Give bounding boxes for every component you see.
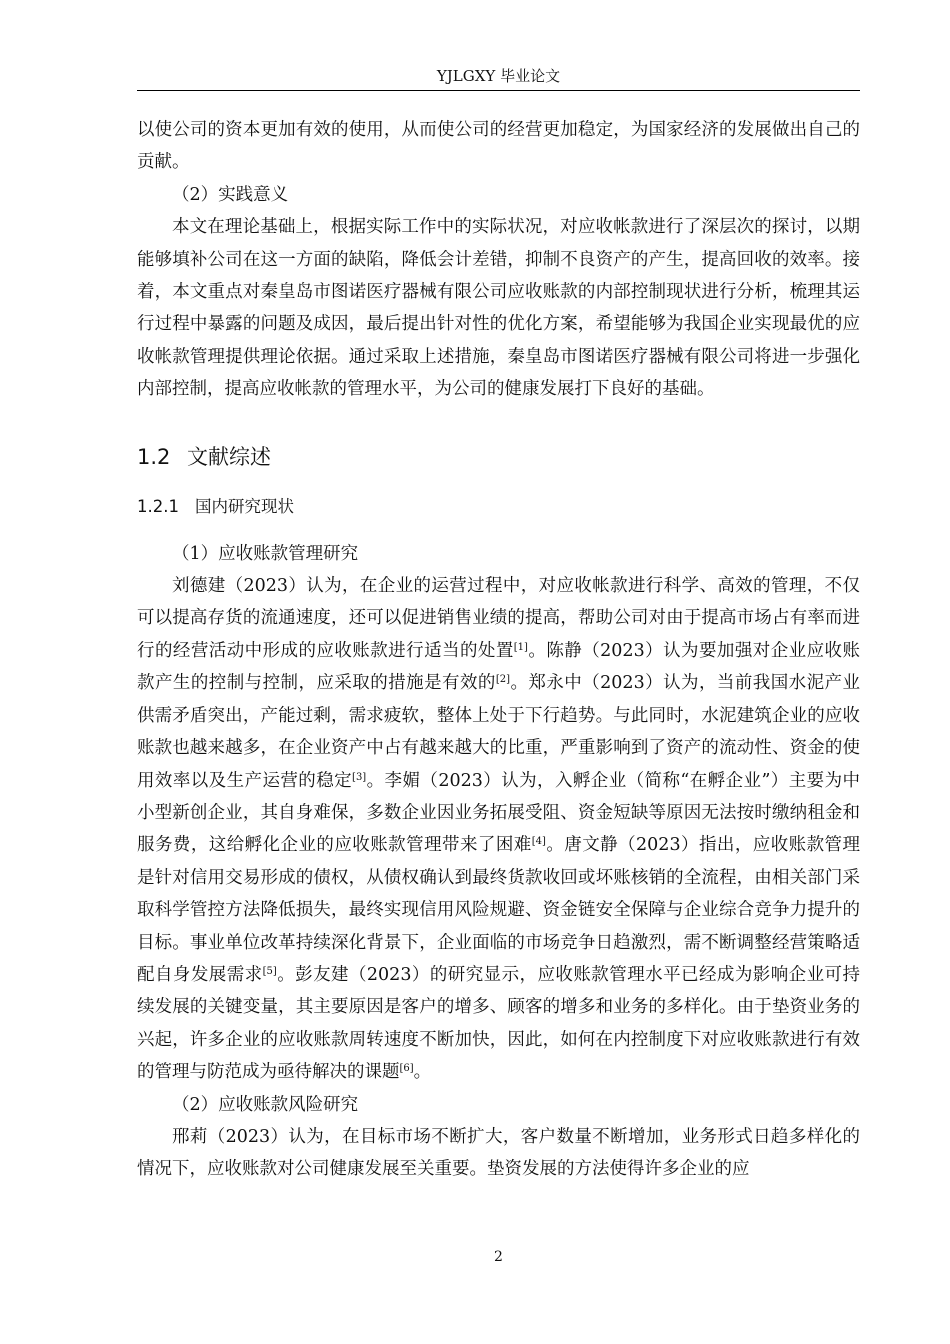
page-header: YJLGXY 毕业论文 (436, 67, 561, 85)
topic-heading-risk: （2）应收账款风险研究 (172, 1094, 359, 1115)
page-body (137, 114, 860, 1186)
text-segment: 。李媚（2023）认为，入孵企业（简称“在孵企业”）主要为中小型新创企业，其自身难保，多数企业因业务拓展受阻、资金短缺等原因无法按时缴纳租金和服务费，这给孵化企业的应收账款管理带来了困难 (137, 770, 860, 856)
section-title: 文献综述 (187, 444, 271, 469)
page-number: 2 (494, 1249, 503, 1265)
topic-heading-management: （1）应收账款管理研究 (172, 543, 359, 564)
section-heading (137, 442, 860, 472)
text-segment: 。唐文静（2023）指出，应收账款管理是针对信用交易形成的债权，从债权确认到最终货款收回或坏账核销的全流程，由相关部门采取科学管控方法降低损失，最终实现信用风险规避、资金链安全保障与企业综合竞争力提升的目标。事业单位改革持续深化背景下，企业面临的市场竞争日趋激烈，需不断调整经营策略适配自身发展需求 (137, 835, 860, 985)
text-segment: 刘德建（2023）认为，在企业的运营过程中，对应收帐款进行科学、高效的管理，不仅可以提高存货的流通速度，还可以促进销售业绩的提高，帮助公司对由于提高市场占有率而进行的经营活动中形成的应收账款进行适当的处置 (137, 576, 860, 661)
section-number: 1.2 (137, 444, 171, 469)
citation: [2] (495, 674, 511, 686)
citation: [6] (399, 1063, 414, 1075)
citation: [5] (262, 965, 277, 977)
paragraph-domestic-research (137, 570, 860, 1089)
paragraph-risk-research: 邢莉（2023）认为，在目标市场不断扩大，客户数量不断增加，业务形式日趋多样化的情况下，应收账款对公司健康发展至关重要。垫资发展的方法使得许多企业的应 (137, 1126, 860, 1180)
practical-significance-heading: （2）实践意义 (172, 184, 289, 205)
paragraph-continuation: 以使公司的资本更加有效的使用，从而使公司的经营更加稳定，为国家经济的发展做出自己的贡献。 (137, 120, 860, 173)
text-segment: 。陈静（2023）认为要加强对企业应收账款产生的控制与控制，应采取的措施是有效的 (137, 640, 860, 694)
subsection-title: 国内研究现状 (195, 496, 294, 516)
subsection-number: 1.2.1 (137, 496, 179, 516)
paragraph-practical-significance: 本文在理论基础上，根据实际工作中的实际状况，对应收帐款进行了深层次的探讨，以期能够填补公司在这一方面的缺陷，降低会计差错，抑制不良资产的产生，提高回收的效率。接着，本文重点对秦皇岛市图诺医疗器械有限公司应收账款的内部控制现状进行分析，梳理其运行过程中暴露的问题及成因，最后提出针对性的优化方案，希望能够为我国企业实现最优的应收帐款管理提供理论依据。通过采取上述措施，秦皇岛市图诺医疗器械有限公司将进一步强化内部控制，提高应收帐款的管理水平，为公司的健康发展打下良好的基础。 (137, 217, 860, 400)
citation: [1] (513, 641, 528, 653)
text-segment: 。郑永中（2023）认为，当前我国水泥产业供需矛盾突出，产能过剩，需求疲软，整体上处于下行趋势。与此同时，水泥建筑企业的应收账款也越来越多，在企业资产中占有越来越大的比重，严重影响到了资产的流动性、资金的使用效率以及生产运营的稳定 (137, 673, 860, 791)
citation: [3] (352, 771, 367, 783)
text-segment: 。 (413, 1062, 432, 1083)
text-segment: 。彭友建（2023）的研究显示，应收账款管理水平已经成为影响企业可持续发展的关键变量，其主要原因是客户的增多、顾客的增多和业务的多样化。由于垫资业务的兴起，许多企业的应收账款周转速度不断加快，因此，如何在内控制度下对应收账款进行有效的管理与防范成为亟待解决的课题 (137, 964, 860, 1083)
citation: [4] (531, 836, 546, 848)
subsection-heading (137, 494, 860, 520)
header-rule (137, 90, 860, 91)
